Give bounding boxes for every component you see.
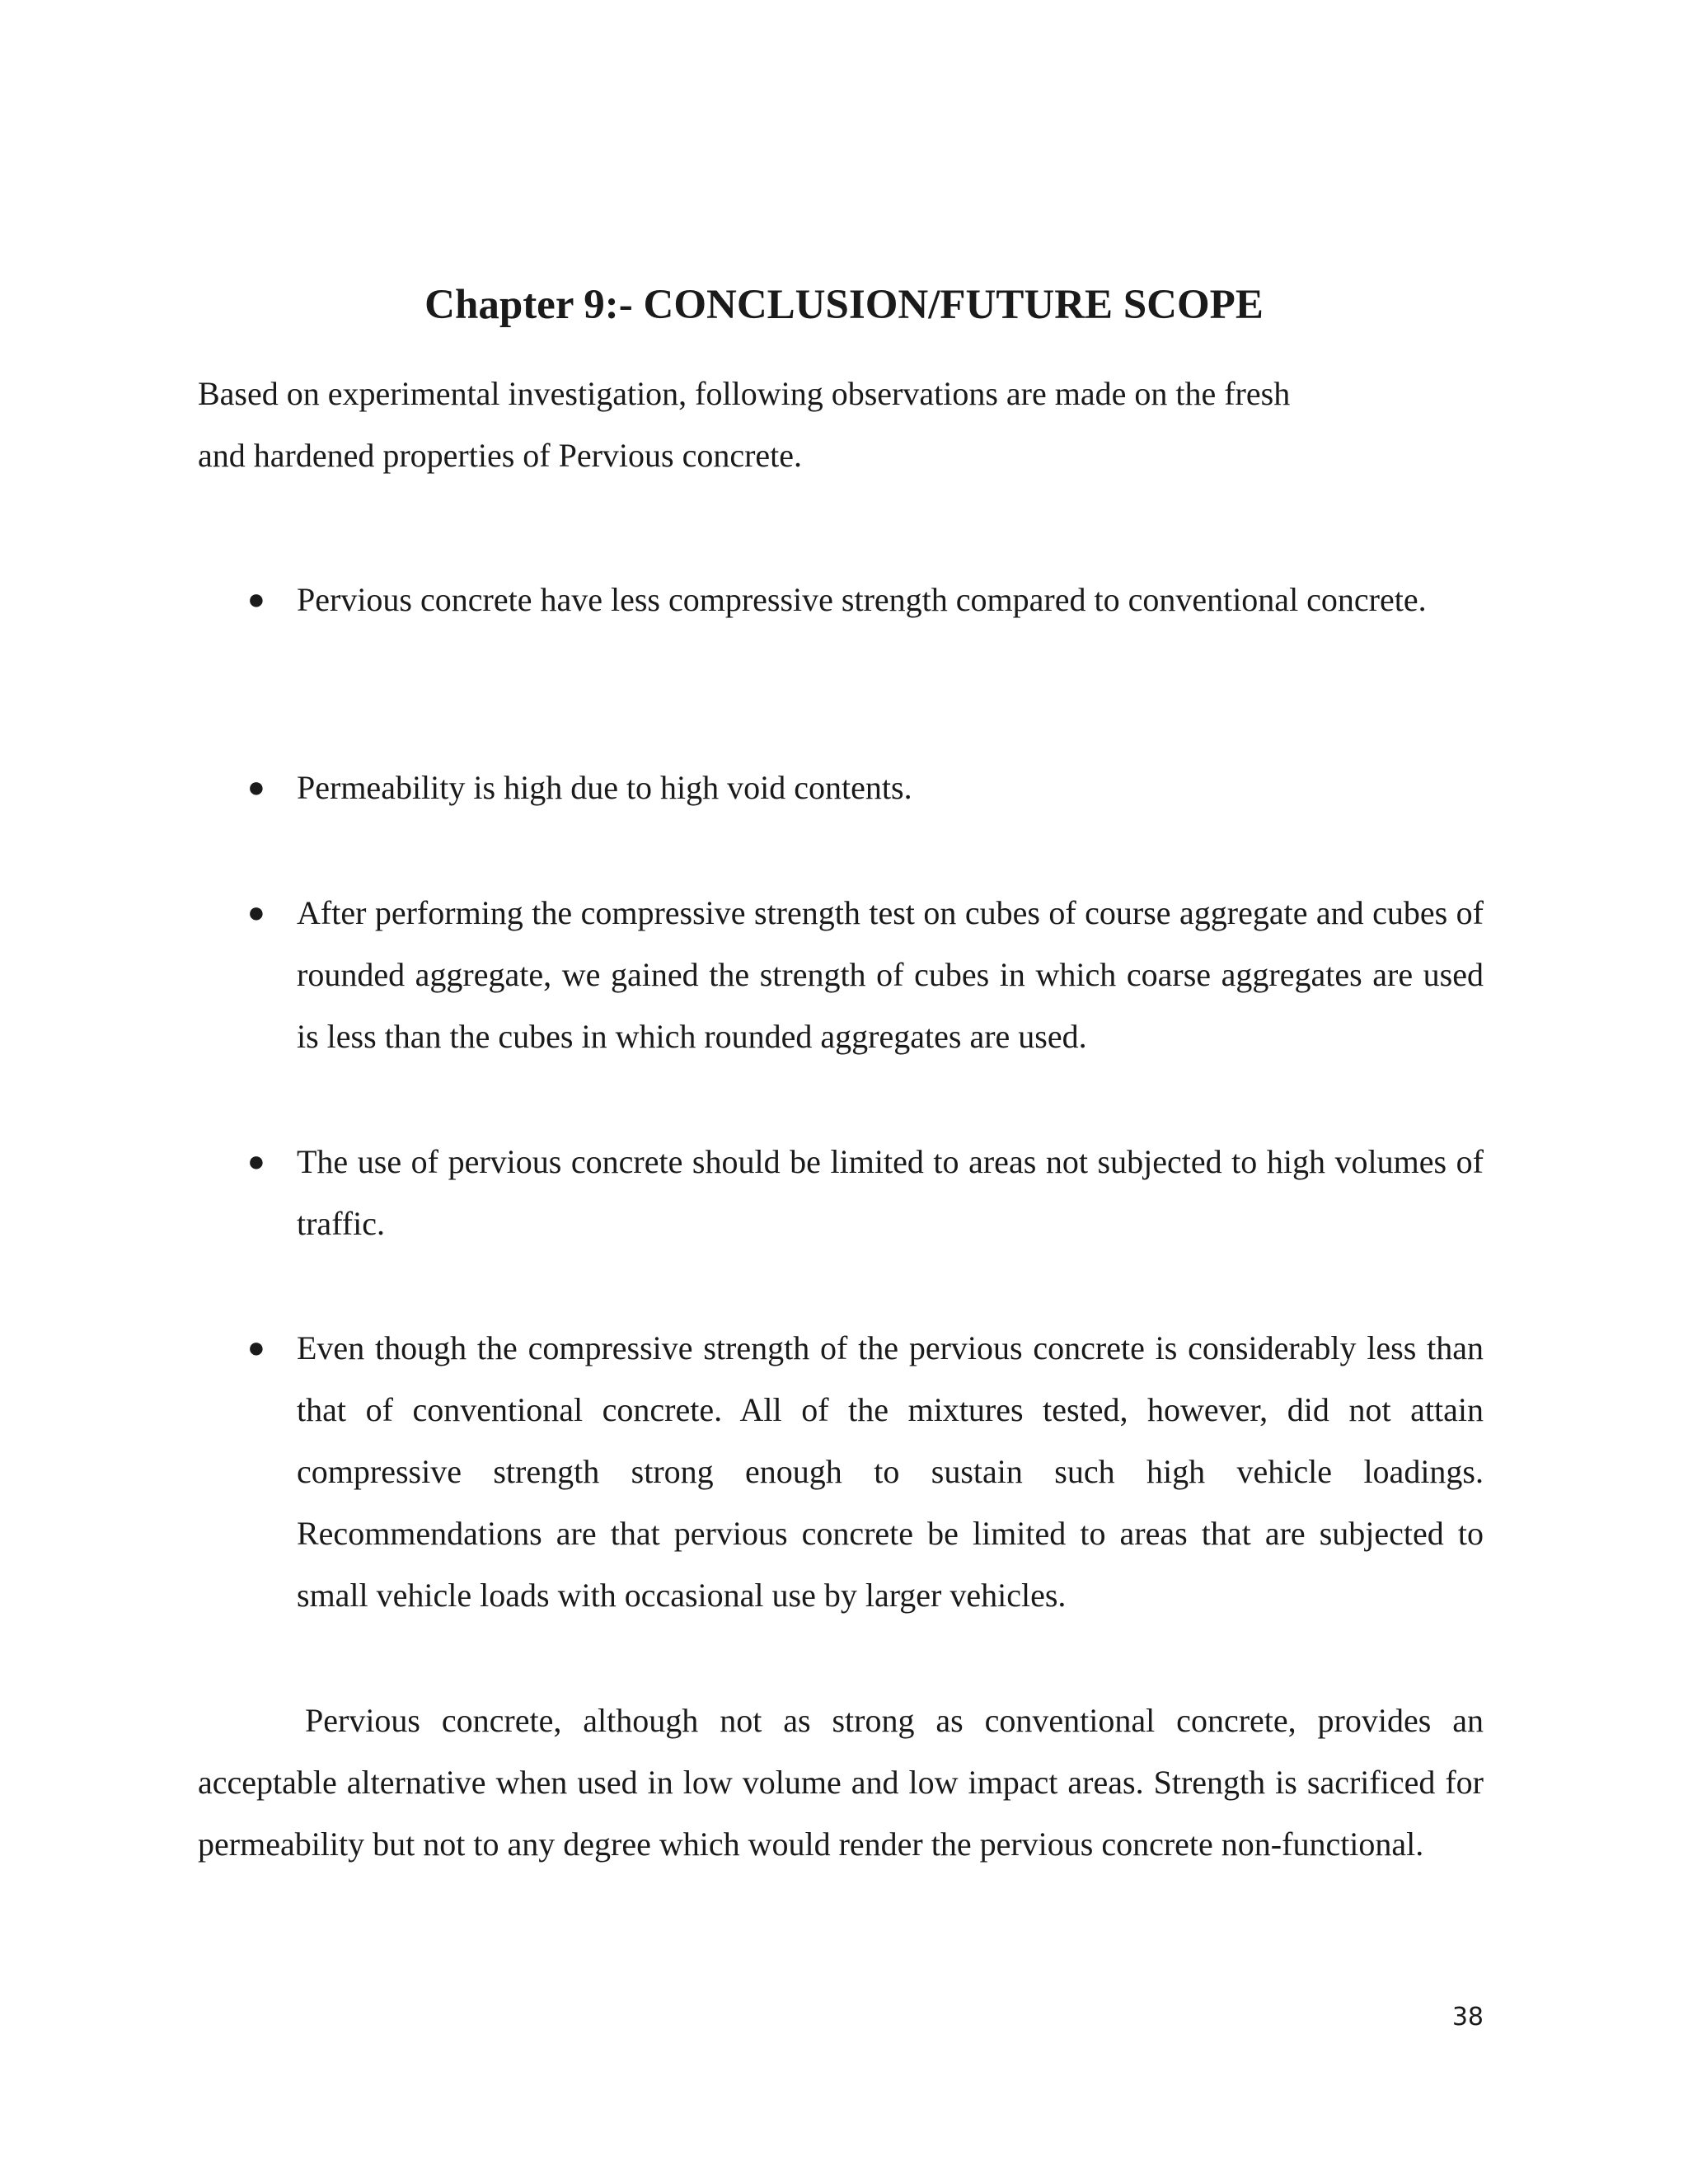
chapter-title: Chapter 9:- CONCLUSION/FUTURE SCOPE [424,282,1264,328]
bullet-icon: ● [247,583,265,616]
list-item-text: Permeability is high due to high void contents. [297,769,912,806]
bullet-icon: ● [247,1331,265,1364]
list-item-text: After performing the compressive strength test on cubes of course aggregate and cubes of rounded aggregate, we gained the strength of cubes in which coarse aggregates are used is less than the cubes in which rounded aggregates are used. [297,894,1484,1055]
intro-line: Based on experimental investigation, following observations are made on the fresh [198,375,1291,412]
list-item-text: Pervious concrete have less compressive strength compared to conventional concrete. [297,581,1427,618]
bullet-icon: ● [247,896,265,929]
bullet-icon: ● [247,1145,265,1178]
page-number: 38 [1451,2003,1484,2032]
bullet-icon: ● [247,771,265,804]
list-item-text: Even though the compressive strength of the pervious concrete is considerably less than that of conventional concrete. All of the mixtures tested, however, did not attain compressive strength strong enough to sustain such high vehicle loadings. Recommendations are that pervious concrete be limited to areas that are subjected to small vehicle loads with occasional use by larger vehicles. [297,1329,1484,1614]
intro-line: and hardened properties of Pervious concrete. [198,437,803,474]
list-item-text: The use of pervious concrete should be limited to areas not subjected to high volumes of traffic. [297,1143,1484,1242]
intro-paragraph [198,363,1500,486]
closing-paragraph: Pervious concrete, although not as strong as conventional concrete, provides an acceptable alternative when used in low volume and low impact areas. Strength is sacrificed for permeability but not to any degree which would render the pervious concrete non-functional. [198,1702,1484,1863]
